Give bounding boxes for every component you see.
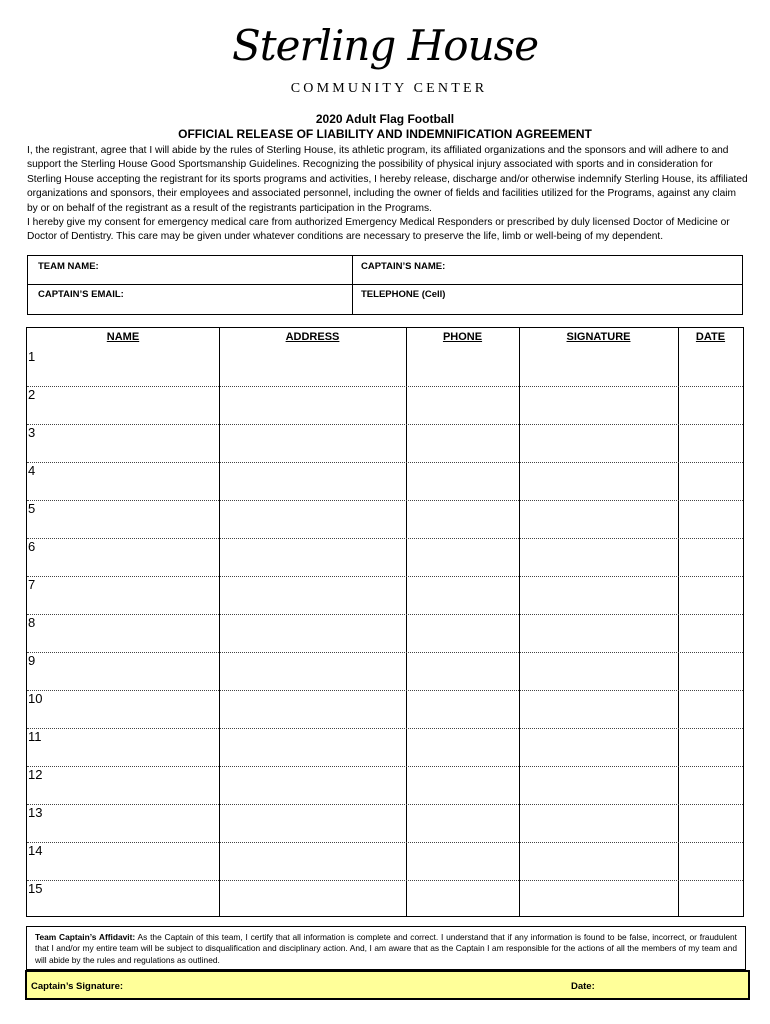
captain-signature-bar[interactable] [25, 970, 750, 1000]
roster-row-number: 13 [28, 805, 43, 820]
roster-row-divider [27, 880, 743, 881]
roster-row-divider [27, 538, 743, 539]
document-title: 2020 Adult Flag Football [315, 112, 455, 126]
column-header-name: NAME [106, 331, 140, 343]
roster-column-divider [519, 328, 520, 916]
logo-script-text: Sterling House [231, 21, 539, 70]
team-info-box [27, 255, 743, 315]
affidavit-text: As the Captain of this team, I certify that all information is complete and correct. I understand that if any information is found to be false, incorrect, or fraudulent that I and/or my entire team will be subject to disqualification and disciplinary action. And, I am aware that as the Captain I am responsible for the actions of all the members of my team and will abide by the rules and regulations as outlined. [35, 932, 737, 965]
affidavit-label: Team Captain’s Affidavit: [35, 932, 136, 942]
column-header-phone: PHONE [442, 331, 483, 343]
column-header-date: DATE [695, 331, 726, 343]
column-header-address: ADDRESS [285, 331, 340, 343]
team-box-row-divider [28, 284, 742, 285]
roster-row-divider [27, 728, 743, 729]
team-name-field[interactable]: TEAM NAME: [38, 261, 99, 272]
roster-row-divider [27, 804, 743, 805]
team-box-divider [352, 256, 353, 314]
roster-row-number: 11 [28, 729, 42, 744]
roster-row-number: 1 [28, 349, 36, 364]
captain-email-field[interactable]: CAPTAIN’S EMAIL: [38, 289, 124, 300]
roster-table [26, 327, 744, 917]
roster-row-divider [27, 462, 743, 463]
roster-row-number: 7 [28, 577, 36, 592]
consent-paragraph: I hereby give my consent for emergency medical care from authorized Emergency Medical Responders or prescribed by duly licensed Doctor of Medicine or Doctor of Dentistry. This care may be given under whatever conditions are necessary to preserve the life, limb or well-being of my dependent. [27, 217, 730, 243]
roster-row-divider [27, 652, 743, 653]
roster-row-divider [27, 614, 743, 615]
roster-row-number: 4 [28, 463, 36, 478]
release-paragraph: I, the registrant, agree that I will abide by the rules of Sterling House, its athletic program, its affiliated organizations and the sponsors and will adhere to and support the Sterling House Good Sportsmanship Guidelines. Recognizing the possibility of physical injury associated with sports and in consideration for Sterling House accepting the registrant for its sports programs and activities, I hereby release, discharge and/or otherwise indemnify Sterling House, its affiliated organizations and sponsors, their employees and associated personnel, including the owner of fields and facilities utilized for the Programs, against any claim by or on behalf of the registrant as a result of the registrants participation in the Programs. [27, 145, 748, 214]
roster-row-number: 3 [28, 425, 36, 440]
roster-row-number: 5 [28, 501, 36, 516]
roster-row-divider [27, 690, 743, 691]
sterling-house-logo [0, 18, 770, 102]
signature-date-label: Date: [571, 981, 595, 992]
roster-row-number: 12 [28, 767, 43, 782]
roster-row-divider [27, 500, 743, 501]
roster-row-number: 14 [28, 843, 43, 858]
roster-column-divider [406, 328, 407, 916]
roster-row-number: 6 [28, 539, 36, 554]
roster-row-divider [27, 576, 743, 577]
logo-subtitle: COMMUNITY CENTER [290, 81, 488, 96]
roster-row-divider [27, 386, 743, 387]
telephone-field[interactable]: TELEPHONE (Cell) [361, 289, 446, 300]
release-text [27, 144, 749, 245]
roster-column-divider [678, 328, 679, 916]
roster-row-number: 2 [28, 387, 36, 402]
captain-signature-label: Captain’s Signature: [31, 981, 124, 992]
roster-row-number: 8 [28, 615, 36, 630]
captain-name-field[interactable]: CAPTAIN’S NAME: [361, 261, 446, 272]
roster-row-number: 15 [28, 881, 43, 896]
roster-row-divider [27, 766, 743, 767]
column-header-signature: SIGNATURE [566, 331, 631, 343]
roster-row-divider [27, 842, 743, 843]
document-subtitle: OFFICIAL RELEASE OF LIABILITY AND INDEMNIFICATION AGREEMENT [178, 127, 592, 141]
roster-row-number: 9 [28, 653, 36, 668]
roster-column-divider [219, 328, 220, 916]
roster-row-number: 10 [28, 691, 43, 706]
captain-affidavit [26, 926, 746, 970]
roster-row-divider [27, 424, 743, 425]
